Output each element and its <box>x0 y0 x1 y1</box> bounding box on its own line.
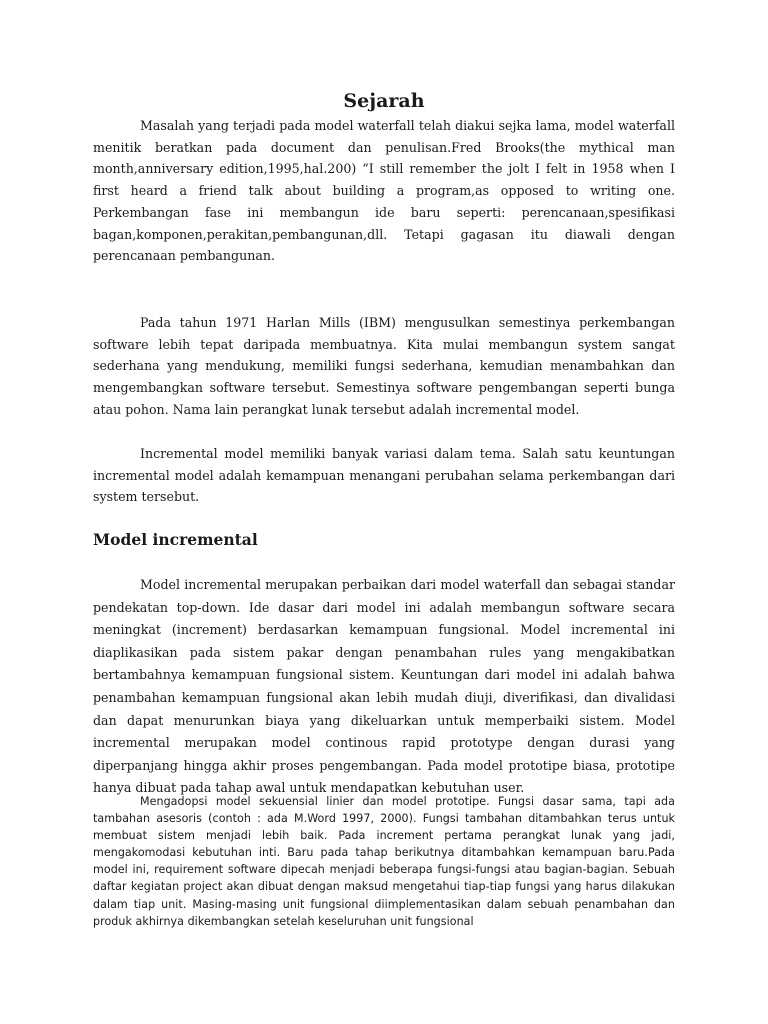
paragraph-history-waterfall: Masalah yang terjadi pada model waterfall telah diakui sejka lama, model waterfall menitik beratkan pada document dan penulisan.Fred Brooks(the mythical man month,anniversary edition,1995,hal.200) “I still remember the jolt I felt in 1958 when I first heard a friend talk about building a program,as opposed to writing one. Perkembangan fase ini membangun ide baru seperti: perencanaan,spesifikasi bagan,komponen,perakitan,pembangunan,dll. Tetapi gagasan itu diawali dengan perencanaan pembangunan. <box>93 118 675 264</box>
paragraph-model-incremental: Model incremental merupakan perbaikan dari model waterfall dan sebagai standar pendekatan top-down. Ide dasar dari model ini adalah membangun software secara meningkat (increment) berdasarkan kemampuan fungsional. Model incremental ini diaplikasikan pada sistem pakar dengan penambahan rules yang mengakibatkan bertambahnya kemampuan fungsional sistem. Keuntungan dari model ini adalah bahwa penambahan kemampuan fungsional akan lebih mudah diuji, diverifikasi, dan divalidasi dan dapat menurunkan biaya yang dikeluarkan untuk memperbaiki sistem. Model incremental merupakan model continous rapid prototype dengan durasi yang diperpanjang hingga akhir proses pengembangan. Pada model prototipe biasa, prototipe hanya dibuat pada tahap awal untuk mendapatkan kebutuhan user. <box>93 577 675 796</box>
paragraph-incremental-variations: Incremental model memiliki banyak variasi dalam tema. Salah satu keuntungan incremental model adalah kemampuan menangani perubahan selama perkembangan dari system tersebut. <box>93 446 675 505</box>
paragraph-adoption: Mengadopsi model sekuensial linier dan model prototipe. Fungsi dasar sama, tapi ada tambahan asesoris (contoh : ada M.Word 1997, 2000). Fungsi tambahan ditambahkan terus untuk membuat sistem menjadi lebih baik. Pada increment pertama perangkat lunak yang jadi, mengakomodasi kebutuhan inti. Baru pada tahap berikutnya ditambahkan kemampuan baru.Pada model ini, requirement software dipecah menjadi beberapa fungsi-fungsi atau bagian-bagian. Sebuah daftar kegiatan project akan dibuat dengan maksud mengetahui tiap-tiap fungsi yang harus dilakukan dalam tiap unit. Masing-masing unit fungsional diimplementasikan dalam sebuah penambahan dan produk akhirnya dikembangkan setelah keseluruhan unit fungsional <box>93 795 675 928</box>
page-title: Sejarah <box>343 90 425 112</box>
section-heading: Model incremental <box>93 530 258 549</box>
paragraph-harlan-mills: Pada tahun 1971 Harlan Mills (IBM) mengusulkan semestinya perkembangan software lebih tepat daripada membuatnya. Kita mulai membangun system sangat sederhana yang mendukung, memiliki fungsi sederhana, kemudian menambahkan dan mengembangkan software tersebut. Semestinya software pengembangan seperti bunga atau pohon. Nama lain perangkat lunak tersebut adalah incremental model. <box>93 315 675 417</box>
